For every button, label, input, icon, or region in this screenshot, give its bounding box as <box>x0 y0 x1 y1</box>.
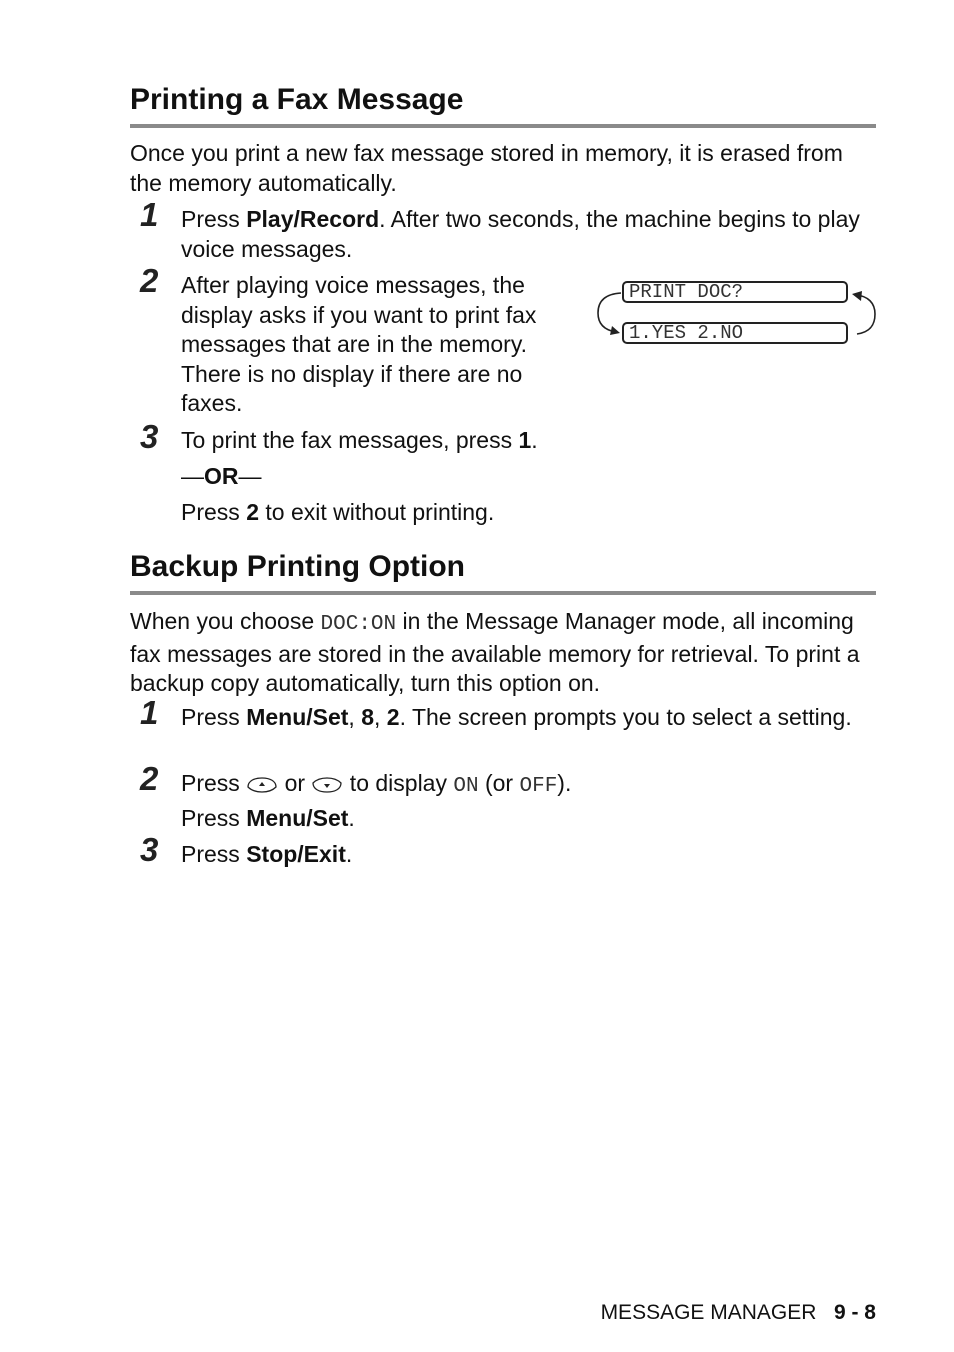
key-menu-set: Menu/Set <box>246 704 349 730</box>
code-off: OFF <box>519 775 558 798</box>
key-1: 1 <box>518 427 532 453</box>
page-footer <box>601 1301 876 1325</box>
step-text: After playing voice messages, the display asks if you want to print fax messages that are in the memory. There is no display if there are no faxes. <box>181 272 537 416</box>
down-arrow-key-icon <box>311 776 343 794</box>
step-text: Press Menu/Set, 8, 2. The screen prompts you to select a setting. <box>181 704 852 730</box>
section-title-backup-printing: Backup Printing Option <box>130 550 465 583</box>
lcd-line-1: PRINT DOC? <box>622 281 848 303</box>
code-on: ON <box>453 775 479 798</box>
step-text: Press 2 to exit without printing. <box>181 499 495 525</box>
step-number: 1 <box>140 196 159 233</box>
section-divider <box>130 591 876 595</box>
step-number: 3 <box>140 831 159 868</box>
step-text: Press Stop/Exit. <box>181 841 353 867</box>
up-arrow-key-icon <box>246 776 278 794</box>
lcd-line-2: 1.YES 2.NO <box>622 322 848 344</box>
key-2: 2 <box>386 704 400 730</box>
step-text: Press Play/Record. After two seconds, the machine begins to play voice messages. <box>181 206 860 262</box>
step-number: 2 <box>140 760 159 797</box>
key-menu-set: Menu/Set <box>246 805 349 831</box>
key-stop-exit: Stop/Exit <box>246 841 346 867</box>
step-number: 3 <box>140 418 159 455</box>
intro-paragraph: Once you print a new fax message stored in memory, it is erased from the memory automatically. <box>130 140 843 196</box>
footer-section-name: MESSAGE MANAGER <box>600 1301 817 1324</box>
intro-paragraph: When you choose DOC:ON in the Message Manager mode, all incoming fax messages are stored in the available memory for retrieval. To print a backup copy automatically, turn this option on. <box>130 608 860 696</box>
code-doc-on: DOC:ON <box>320 613 397 636</box>
step-text: To print the fax messages, press 1. <box>181 427 538 453</box>
key-8: 8 <box>361 704 374 730</box>
step-number: 1 <box>140 694 159 731</box>
or-separator: —OR— <box>181 463 262 489</box>
section-title-printing-fax: Printing a Fax Message <box>130 83 464 116</box>
key-play-record: Play/Record <box>246 206 380 232</box>
key-2: 2 <box>246 499 259 525</box>
step-text: Press Menu/Set. <box>181 805 355 831</box>
step-text: Press or to display ON (or OFF). <box>181 770 572 798</box>
page-number: 9 - 8 <box>833 1301 876 1324</box>
section-divider <box>130 124 876 128</box>
step-number: 2 <box>140 262 159 299</box>
